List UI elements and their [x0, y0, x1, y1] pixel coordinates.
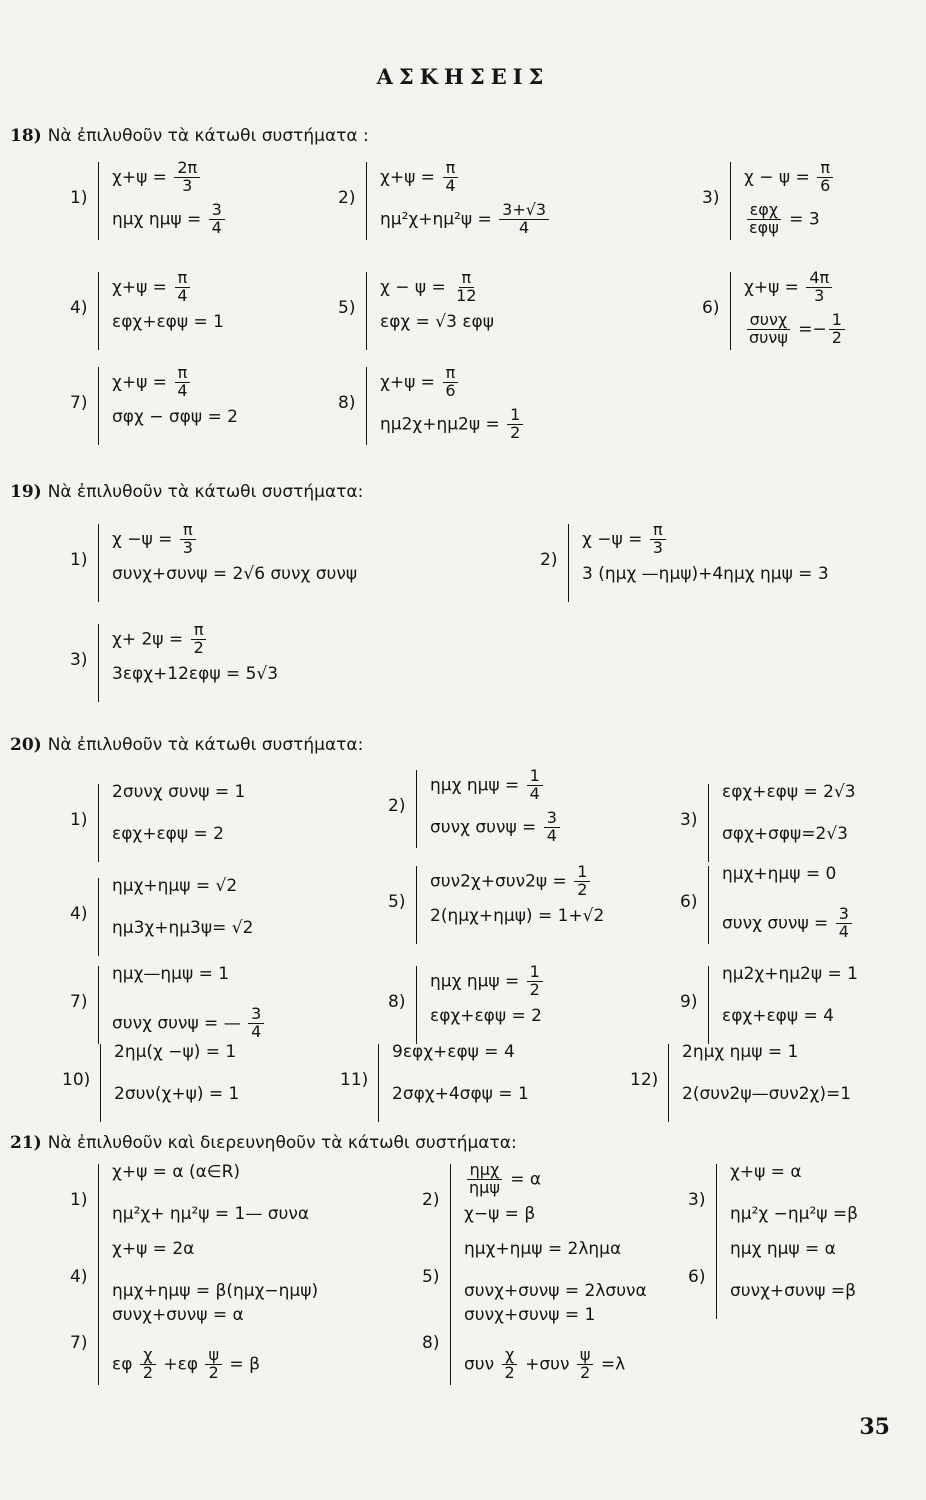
exercise-heading	[10, 1133, 517, 1153]
equation: χ+ψ = $\frac{\pi}{4}$	[380, 160, 461, 195]
equation: συνχ+συνψ = α	[112, 1305, 244, 1325]
equation: συνχ+συνψ = 2√6 συνχ συνψ	[112, 564, 358, 584]
equation: εφχ+εφψ = 2	[430, 1006, 542, 1026]
system-label: 3)	[70, 650, 88, 670]
system-brace	[98, 367, 99, 445]
equation: 2συν(χ+ψ) = 1	[114, 1084, 240, 1104]
equation: ημχ ημψ = $\frac{1}{2}$	[430, 964, 545, 999]
equation: συνχ+συνψ =β	[730, 1281, 856, 1301]
system-label: 8)	[338, 393, 356, 413]
equation: 3 (ημχ —ημψ)+4ημχ ημψ = 3	[582, 564, 829, 584]
system-brace	[366, 162, 367, 240]
system-brace	[568, 524, 569, 602]
equation: ημ2χ+ημ2ψ = 1	[722, 964, 858, 984]
system-label: 2)	[422, 1190, 440, 1210]
system-label: 5)	[422, 1267, 440, 1287]
system-brace	[98, 162, 99, 240]
exercise-heading	[10, 482, 363, 502]
equation: 2(συν2ψ—συν2χ)=1	[682, 1084, 852, 1104]
exercise-instruction: Νὰ ἐπιλυθοῦν τὰ κάτωθι συστήματα :	[47, 126, 369, 146]
equation: χ+ψ = $\frac{\pi}{4}$	[112, 270, 193, 305]
equation: σφχ+σφψ=2√3	[722, 824, 848, 844]
system-label: 7)	[70, 992, 88, 1012]
equation: 2(ημχ+ημψ) = 1+√2	[430, 906, 605, 926]
equation: χ+ψ = 2α	[112, 1239, 195, 1259]
equation: ημχ ημψ = α	[464, 1162, 541, 1197]
system-label: 11)	[340, 1070, 369, 1090]
system-brace	[716, 1241, 717, 1319]
system-label: 2)	[540, 550, 558, 570]
system-brace	[416, 770, 417, 848]
equation: συνχ+συνψ = 2λσυνα	[464, 1281, 647, 1301]
system-label: 3)	[702, 188, 720, 208]
equation: εφχ εφψ = 3	[744, 202, 820, 237]
exercise-heading	[10, 126, 369, 146]
system-brace	[98, 272, 99, 350]
equation: συνχ+συνψ = 1	[464, 1305, 596, 1325]
equation: χ+ψ = $\frac{4\pi}{3}$	[744, 270, 834, 305]
system-label: 7)	[70, 1333, 88, 1353]
system-label: 5)	[338, 298, 356, 318]
system-label: 1)	[70, 1190, 88, 1210]
system-brace	[668, 1044, 669, 1122]
equation: ημ²χ+ ημ²ψ = 1— συνα	[112, 1204, 310, 1224]
exercise-number: 18)	[10, 126, 42, 146]
system-brace	[416, 966, 417, 1044]
system-brace	[98, 784, 99, 862]
page-title: ΑΣΚΗΣΕΙΣ	[376, 64, 550, 89]
system-label: 1)	[70, 188, 88, 208]
equation: ημ²χ+ημ²ψ = $\frac{3+√3}{4}$	[380, 202, 551, 237]
equation: συνχ συνψ = $\frac{3}{4}$	[430, 810, 562, 845]
equation: χ+ψ = α	[730, 1162, 802, 1182]
equation: ημχ+ημψ = 0	[722, 864, 837, 884]
equation: συνχ συνψ = — $\frac{3}{4}$	[112, 1006, 266, 1041]
equation: εφχ+εφψ = 4	[722, 1006, 834, 1026]
system-brace	[366, 272, 367, 350]
equation: χ −ψ = $\frac{\pi}{3}$	[112, 522, 198, 557]
equation: χ − ψ = $\frac{\pi}{6}$	[744, 160, 835, 195]
system-label: 9)	[680, 992, 698, 1012]
system-brace	[98, 1307, 99, 1385]
system-label: 6)	[680, 892, 698, 912]
system-label: 8)	[388, 992, 406, 1012]
equation: εφχ+εφψ = 1	[112, 312, 224, 332]
exercise-number: 21)	[10, 1133, 42, 1153]
system-brace	[708, 866, 709, 944]
system-label: 4)	[70, 1267, 88, 1287]
equation: χ − ψ = $\frac{\pi}{12}$	[380, 268, 477, 305]
equation: 2ημχ ημψ = 1	[682, 1042, 799, 1062]
system-brace	[98, 1164, 99, 1242]
system-label: 10)	[62, 1070, 91, 1090]
equation: συν $\frac{\chi}{2}$ +συν $\frac{\psi}{2}$ =λ	[464, 1345, 626, 1382]
system-label: 8)	[422, 1333, 440, 1353]
system-brace	[708, 784, 709, 862]
equation: ημ2χ+ημ2ψ = $\frac{1}{2}$	[380, 407, 525, 442]
equation: εφχ+εφψ = 2√3	[722, 782, 856, 802]
equation: χ+ 2ψ = $\frac{\pi}{2}$	[112, 622, 209, 657]
equation: 2ημ(χ −ψ) = 1	[114, 1042, 237, 1062]
exercise-heading	[10, 735, 363, 755]
exercise-instruction: Νὰ ἐπιλυθοῦν τὰ κάτωθι συστήματα:	[47, 482, 364, 502]
system-label: 1)	[70, 550, 88, 570]
exercise-number: 20)	[10, 735, 42, 755]
system-brace	[100, 1044, 101, 1122]
equation: χ −ψ = $\frac{\pi}{3}$	[582, 522, 668, 557]
system-brace	[98, 966, 99, 1044]
equation: ημ3χ+ημ3ψ= √2	[112, 918, 254, 938]
equation: συνχ συνψ = $\frac{3}{4}$	[722, 906, 854, 941]
equation: 3εφχ+12εφψ = 5√3	[112, 664, 279, 684]
system-brace	[450, 1307, 451, 1385]
equation: εφ $\frac{\chi}{2}$ +εφ $\frac{\psi}{2}$ = β	[112, 1345, 260, 1382]
equation: ημχ+ημψ = √2	[112, 876, 238, 896]
equation: ημχ+ημψ = β(ημχ−ημψ)	[112, 1281, 319, 1301]
equation: ημχ ημψ = $\frac{3}{4}$	[112, 202, 227, 237]
system-brace	[366, 367, 367, 445]
equation: ημχ ημψ = α	[730, 1239, 836, 1259]
exercise-instruction: Νὰ ἐπιλυθοῦν τὰ κάτωθι συστήματα:	[47, 735, 364, 755]
system-brace	[378, 1044, 379, 1122]
equation: ημ²χ −ημ²ψ =β	[730, 1204, 858, 1224]
system-label: 6)	[702, 298, 720, 318]
system-label: 7)	[70, 393, 88, 413]
equation: ημχ ημψ = $\frac{1}{4}$	[430, 768, 545, 803]
system-label: 3)	[680, 810, 698, 830]
system-brace	[98, 524, 99, 602]
system-label: 5)	[388, 892, 406, 912]
system-label: 1)	[70, 810, 88, 830]
equation: εφχ = √3 εφψ	[380, 312, 494, 332]
equation: χ−ψ = β	[464, 1204, 536, 1224]
equation: συν2χ+συν2ψ = $\frac{1}{2}$	[430, 864, 592, 899]
system-brace	[716, 1164, 717, 1242]
equation: 9εφχ+εφψ = 4	[392, 1042, 515, 1062]
system-brace	[416, 866, 417, 944]
equation: εφχ+εφψ = 2	[112, 824, 224, 844]
system-label: 4)	[70, 904, 88, 924]
equation: χ+ψ = $\frac{2\pi}{3}$	[112, 160, 202, 195]
system-brace	[98, 624, 99, 702]
system-brace	[708, 966, 709, 1044]
equation: ημχ—ημψ = 1	[112, 964, 230, 984]
system-brace	[730, 162, 731, 240]
system-brace	[730, 272, 731, 350]
equation: 2συνχ συνψ = 1	[112, 782, 246, 802]
equation: συνχ συνψ =− $\frac{1}{2}$	[744, 312, 847, 347]
equation: 2σφχ+4σφψ = 1	[392, 1084, 529, 1104]
system-label: 2)	[388, 796, 406, 816]
exercise-instruction: Νὰ ἐπιλυθοῦν καὶ διερευνηθοῦν τὰ κάτωθι συστήματα:	[47, 1133, 517, 1153]
exercise-number: 19)	[10, 482, 42, 502]
equation: χ+ψ = α (α∈R)	[112, 1162, 241, 1182]
page-number: 35	[859, 1414, 890, 1440]
system-label: 6)	[688, 1267, 706, 1287]
system-label: 12)	[630, 1070, 659, 1090]
system-label: 4)	[70, 298, 88, 318]
equation: ημχ+ημψ = 2ληµα	[464, 1239, 622, 1259]
system-label: 3)	[688, 1190, 706, 1210]
equation: σφχ − σφψ = 2	[112, 407, 238, 427]
system-brace	[98, 878, 99, 956]
equation: χ+ψ = $\frac{\pi}{4}$	[112, 365, 193, 400]
system-brace	[450, 1164, 451, 1242]
equation: χ+ψ = $\frac{\pi}{6}$	[380, 365, 461, 400]
system-label: 2)	[338, 188, 356, 208]
